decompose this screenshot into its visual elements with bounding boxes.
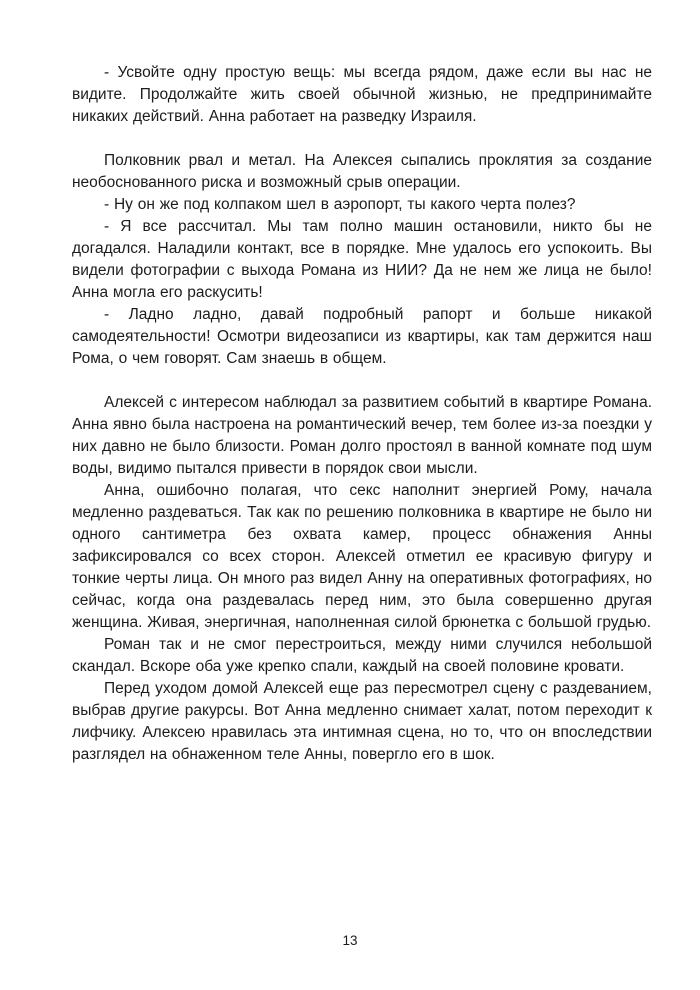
page-number: 13	[342, 933, 358, 948]
paragraph: - Ладно ладно, давай подробный рапорт и больше никакой самодеятельности! Осмотри видеозаписи из квартиры, как там держится наш Рома, о чем говорят. Сам знаешь в общем.	[72, 306, 652, 367]
paragraph: - Ну он же под колпаком шел в аэропорт, ты какого черта полез?	[104, 196, 576, 213]
paragraph: Алексей с интересом наблюдал за развитием событий в квартире Романа. Анна явно была настроена на романтический вечер, тем более из-за поездки у них давно не было близости. Роман долго простоял в ванной комнате под шум воды, видимо пытался привести в порядок свои мысли.	[72, 394, 652, 477]
paragraph: Анна, ошибочно полагая, что секс наполнит энергией Рому, начала медленно раздеваться. Так как по решению полковника в квартире не было ни одного сантиметра без охвата камер, процесс обнажения Анны зафиксировался со всех сторон. Алексей отметил ее красивую фигуру и тонкие черты лица. Он много раз видел Анну на оперативных фотографиях, но сейчас, когда она раздевалась перед ним, это была совершенно другая женщина. Живая, энергичная, наполненная силой брюнетка с большой грудью.	[72, 482, 652, 631]
paragraph: - Усвойте одну простую вещь: мы всегда рядом, даже если вы нас не видите. Продолжайте жить своей обычной жизнью, не предпринимайте никаких действий. Анна работает на разведку Израиля.	[72, 64, 652, 125]
page-text	[72, 62, 652, 766]
paragraph: - Я все рассчитал. Мы там полно машин остановили, никто бы не догадался. Наладили контакт, все в порядке. Мне удалось его успокоить. Вы видели фотографии с выхода Романа из НИИ? Да не нем же лица не было! Анна могла его раскусить!	[72, 218, 652, 301]
paragraph: Перед уходом домой Алексей еще раз пересмотрел сцену с раздеванием, выбрав другие ракурсы. Вот Анна медленно снимает халат, потом переходит к лифчику. Алексею нравилась эта интимная сцена, но то, что он впоследствии разглядел на обнаженном теле Анны, повергло его в шок.	[72, 680, 652, 763]
paragraph: Полковник рвал и метал. На Алексея сыпались проклятия за создание необоснованного риска и возможный срыв операции.	[72, 152, 652, 191]
paragraph: Роман так и не смог перестроиться, между ними случился небольшой скандал. Вскоре оба уже крепко спали, каждый на своей половине кровати.	[72, 636, 652, 675]
